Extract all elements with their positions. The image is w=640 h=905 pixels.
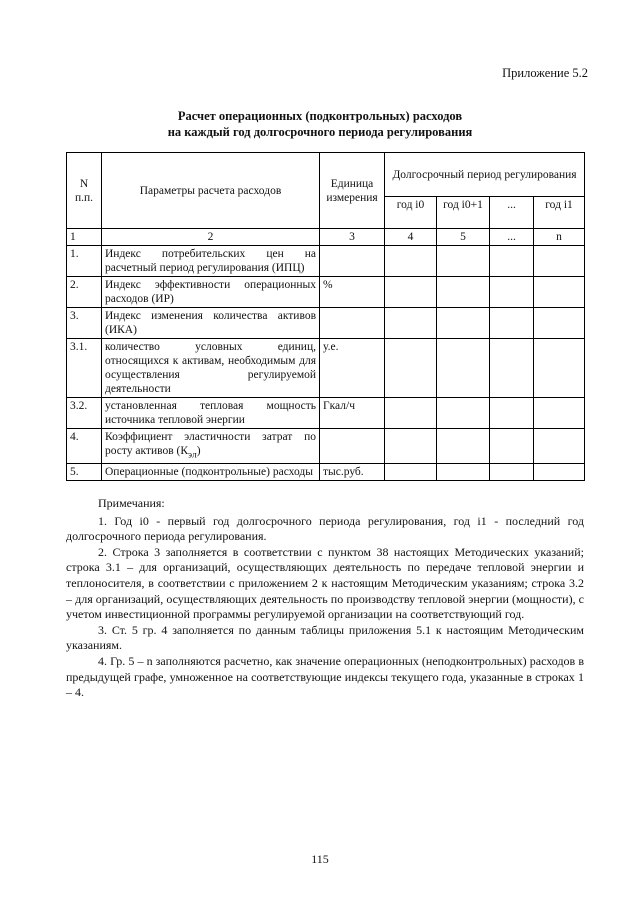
- header-year-i0-plus-1: год i0+1: [437, 197, 490, 229]
- header-dots: ...: [490, 197, 534, 229]
- table-row: [67, 429, 585, 464]
- title-line-2: на каждый год долгосрочного периода регулирования: [167, 125, 473, 139]
- header-year-i1: год i1: [534, 197, 585, 229]
- empty-cell: [490, 246, 534, 277]
- row-num: 3.1.: [67, 339, 102, 398]
- note-item: 2. Строка 3 заполняется в соответствии с пунктом 38 настоящих Методических указаний; строка 3.1 – для организаций, осуществляющих деятельность по передаче тепловой энергии и теплоносителя, в соответствии с приложением 2 к настоящим Методическим указаниям; строка 3.2 – для организаций, осуществляющих деятельность по производству тепловой энергии (мощности), с учетом инвестиционной программы регулируемой организации на соответствующий год.: [66, 544, 584, 622]
- table-row: [67, 277, 585, 308]
- notes-section: [66, 496, 584, 701]
- empty-cell: [534, 464, 585, 481]
- row-num: 3.2.: [67, 398, 102, 429]
- param-subscript: эл: [188, 449, 197, 461]
- row-num: 5.: [67, 464, 102, 481]
- empty-cell: [385, 429, 437, 464]
- column-index-row: [67, 229, 585, 246]
- empty-cell: [437, 246, 490, 277]
- empty-cell: [534, 339, 585, 398]
- header-year-i0: год i0: [385, 197, 437, 229]
- row-unit: %: [320, 277, 385, 308]
- row-param: Индекс эффективности операционных расходов (ИР): [102, 277, 320, 308]
- empty-cell: [385, 277, 437, 308]
- row-unit: тыс.руб.: [320, 464, 385, 481]
- empty-cell: [534, 398, 585, 429]
- empty-cell: [490, 429, 534, 464]
- empty-cell: [490, 464, 534, 481]
- header-period: Долгосрочный период регулирования: [385, 153, 585, 197]
- index-cell: n: [534, 229, 585, 246]
- index-cell: 4: [385, 229, 437, 246]
- row-param: [102, 429, 320, 464]
- page-number: 115: [311, 852, 329, 866]
- note-item: 4. Гр. 5 – n заполняются расчетно, как значение операционных (неподконтрольных) расходов в предыдущей графе, умноженное на соответствующие индексы текущего года, указанные в строках 1 – 4.: [66, 653, 584, 700]
- row-num: 3.: [67, 308, 102, 339]
- empty-cell: [490, 277, 534, 308]
- index-cell: 3: [320, 229, 385, 246]
- empty-cell: [385, 339, 437, 398]
- empty-cell: [437, 308, 490, 339]
- index-cell: 2: [102, 229, 320, 246]
- empty-cell: [534, 246, 585, 277]
- title-line-1: Расчет операционных (подконтрольных) расходов: [177, 109, 463, 123]
- empty-cell: [490, 398, 534, 429]
- empty-cell: [385, 308, 437, 339]
- table-row: [67, 246, 585, 277]
- index-cell: 1: [67, 229, 102, 246]
- row-param: количество условных единиц, относящихся к активам, необходимым для осуществления регулируемой деятельности: [102, 339, 320, 398]
- empty-cell: [385, 398, 437, 429]
- note-item: 3. Ст. 5 гр. 4 заполняется по данным таблицы приложения 5.1 к настоящим Методическим указаниям.: [66, 622, 584, 653]
- empty-cell: [437, 277, 490, 308]
- empty-cell: [437, 398, 490, 429]
- empty-cell: [534, 429, 585, 464]
- empty-cell: [437, 429, 490, 464]
- empty-cell: [437, 464, 490, 481]
- table-row: [67, 339, 585, 398]
- empty-cell: [490, 308, 534, 339]
- row-param: Индекс потребительских цен на расчетный период регулирования (ИПЦ): [102, 246, 320, 277]
- expenses-table: [66, 152, 585, 481]
- row-unit: Гкал/ч: [320, 398, 385, 429]
- row-num: 1.: [67, 246, 102, 277]
- row-unit: [320, 246, 385, 277]
- param-tail: ): [196, 445, 201, 457]
- row-unit: у.е.: [320, 339, 385, 398]
- notes-heading: Примечания:: [98, 496, 165, 510]
- header-unit: Единица измерения: [320, 153, 385, 229]
- row-num: 4.: [67, 429, 102, 464]
- row-num: 2.: [67, 277, 102, 308]
- empty-cell: [385, 246, 437, 277]
- index-cell: 5: [437, 229, 490, 246]
- row-param: установленная тепловая мощность источника тепловой энергии: [102, 398, 320, 429]
- header-num: N п.п.: [67, 153, 102, 229]
- row-unit: [320, 429, 385, 464]
- note-item: 1. Год i0 - первый год долгосрочного периода регулирования, год i1 - последний год долгосрочного периода регулирования.: [66, 513, 584, 544]
- empty-cell: [534, 308, 585, 339]
- row-param: Операционные (подконтрольные) расходы: [102, 464, 320, 481]
- row-param: Индекс изменения количества активов (ИКА): [102, 308, 320, 339]
- empty-cell: [534, 277, 585, 308]
- table-row: [67, 398, 585, 429]
- param-main: Коэффициент эластичности затрат по росту активов (К: [105, 431, 316, 457]
- table-row: [67, 464, 585, 481]
- header-params: Параметры расчета расходов: [102, 153, 320, 229]
- row-unit: [320, 308, 385, 339]
- empty-cell: [490, 339, 534, 398]
- index-cell: ...: [490, 229, 534, 246]
- table-row: [67, 308, 585, 339]
- empty-cell: [385, 464, 437, 481]
- empty-cell: [437, 339, 490, 398]
- appendix-label: Приложение 5.2: [502, 66, 588, 80]
- document-title: [0, 108, 640, 140]
